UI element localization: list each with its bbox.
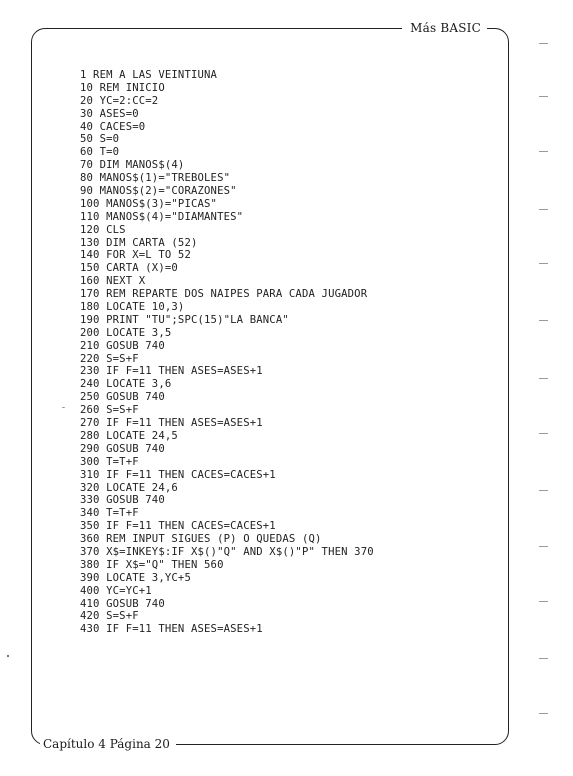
code-line: 1 REM A LAS VEINTIUNA xyxy=(80,69,218,81)
code-line: 210 GOSUB 740 xyxy=(80,339,165,352)
code-line: 200 LOCATE 3,5 xyxy=(80,326,172,339)
code-line: 400 YC=YC+1 xyxy=(80,584,152,597)
code-line: 420 S=S+F xyxy=(80,610,139,623)
code-line: 80 MANOS$(1)="TREBOLES" xyxy=(80,172,231,185)
code-line: 330 GOSUB 740 xyxy=(80,494,165,507)
code-line: 120 CLS xyxy=(80,223,126,236)
basic-code-listing xyxy=(80,69,374,636)
code-line: 130 DIM CARTA (52) xyxy=(80,236,198,249)
margin-tick xyxy=(539,209,548,210)
margin-tick xyxy=(539,320,548,321)
code-line: 280 LOCATE 24,5 xyxy=(80,429,178,442)
running-header: Más BASIC xyxy=(402,22,487,34)
margin-tick xyxy=(539,43,548,44)
margin-tick xyxy=(539,658,548,659)
margin-tick xyxy=(539,601,548,602)
code-line: 260 S=S+F xyxy=(80,404,139,417)
margin-tick xyxy=(539,96,548,97)
code-line: 290 GOSUB 740 xyxy=(80,442,165,455)
code-line: 230 IF F=11 THEN ASES=ASES+1 xyxy=(80,365,263,378)
code-line: 270 IF F=11 THEN ASES=ASES+1 xyxy=(80,417,263,430)
code-line: 100 MANOS$(3)="PICAS" xyxy=(80,197,218,210)
margin-tick xyxy=(539,490,548,491)
code-line: 340 T=T+F xyxy=(80,507,139,520)
margin-tick xyxy=(539,263,548,264)
code-line: 170 REM REPARTE DOS NAIPES PARA CADA JUGADOR xyxy=(80,288,368,301)
code-line: 390 LOCATE 3,YC+5 xyxy=(80,571,191,584)
code-line: 410 GOSUB 740 xyxy=(80,597,165,610)
code-line: 150 CARTA (X)=0 xyxy=(80,262,178,275)
code-line: 240 LOCATE 3,6 xyxy=(80,378,172,391)
code-line: 360 REM INPUT SIGUES (P) O QUEDAS (Q) xyxy=(80,533,322,546)
code-line: 380 IF X$="Q" THEN 560 xyxy=(80,558,224,571)
code-line: 90 MANOS$(2)="CORAZONES" xyxy=(80,185,237,198)
code-line: 220 S=S+F xyxy=(80,352,139,365)
margin-tick xyxy=(539,151,548,152)
code-line: 430 IF F=11 THEN ASES=ASES+1 xyxy=(80,623,263,636)
code-line: 60 T=0 xyxy=(80,146,120,159)
scan-speck xyxy=(62,407,65,408)
page-footer: Capítulo 4 Página 20 xyxy=(40,737,176,751)
code-line: 160 NEXT X xyxy=(80,275,146,288)
margin-tick xyxy=(539,546,548,547)
code-line: 10 REM INICIO xyxy=(80,81,165,94)
code-line: 350 IF F=11 THEN CACES=CACES+1 xyxy=(80,520,276,533)
scan-speck xyxy=(7,655,9,657)
code-line: 140 FOR X=L TO 52 xyxy=(80,249,191,262)
margin-tick xyxy=(539,378,548,379)
margin-tick xyxy=(539,433,548,434)
code-line: 300 T=T+F xyxy=(80,455,139,468)
code-line: 70 DIM MANOS$(4) xyxy=(80,159,185,172)
code-line: 370 X$=INKEY$:IF X$()"Q" AND X$()"P" THEN 370 xyxy=(80,545,374,558)
code-line: 50 S=0 xyxy=(80,133,120,146)
code-line: 30 ASES=0 xyxy=(80,107,139,120)
code-line: 110 MANOS$(4)="DIAMANTES" xyxy=(80,210,244,223)
code-line: 180 LOCATE 10,3) xyxy=(80,301,185,314)
code-line: 190 PRINT "TU";SPC(15)"LA BANCA" xyxy=(80,313,289,326)
code-line: 310 IF F=11 THEN CACES=CACES+1 xyxy=(80,468,276,481)
code-line: 20 YC=2:CC=2 xyxy=(80,94,159,107)
code-line: 320 LOCATE 24,6 xyxy=(80,481,178,494)
code-line: 250 GOSUB 740 xyxy=(80,391,165,404)
margin-tick xyxy=(539,713,548,714)
code-line: 40 CACES=0 xyxy=(80,120,146,133)
